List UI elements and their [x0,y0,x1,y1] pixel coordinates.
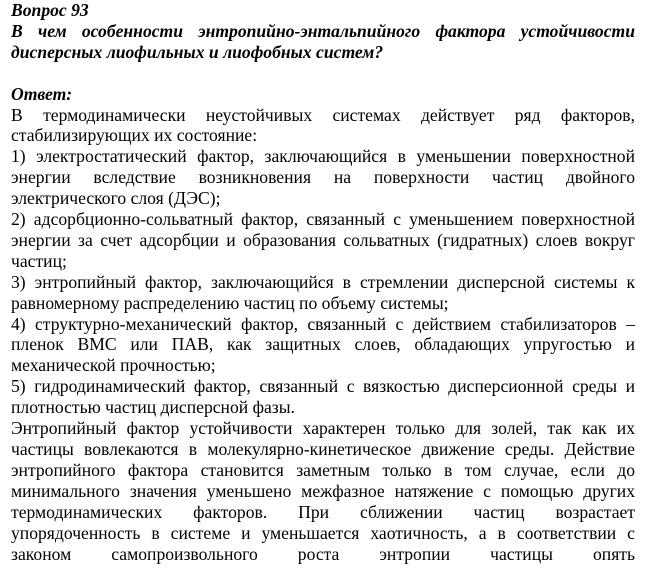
factor-item-5: 5) гидродинамический фактор, связанный с вязкостью дисперсионной среды и плотностью частиц дисперсной фазы. [11,376,635,418]
factor-item-2: 2) адсорбционно-сольватный фактор, связанный с уменьшением поверхностной энергии за счет адсорбции и образования сольватных (гидратных) слоев вокруг частиц; [11,209,635,271]
question-number: Вопрос 93 [11,0,89,20]
answer-intro: В термодинамически неустойчивых системах действует ряд факторов, стабилизирующих их состояние: [11,104,635,146]
answer-label: Ответ: [11,83,73,104]
answer-conclusion: Энтропийный фактор устойчивости характерен только для золей, так как их частицы вовлекаются в молекулярно-кинетическое движение среды. Действие энтропийного фактора становится заметным только в том случае, если до минимального значения уменьшено межфазное натяжение с помощью других термодинамических факторов. При сближении частиц возрастает упорядоченность в системе и уменьшается хаотичность, а в соответствии с законом самопроизвольного роста энтропии частицы опять [11,418,635,564]
factor-item-4: 4) структурно-механический фактор, связанный с действием стабилизаторов – пленок ВМС или ПАВ, как защитных слоев, обладающих упругостью и механической прочностью; [11,313,635,376]
factor-item-1: 1) электростатический фактор, заключающийся в уменьшении поверхностной энергии вследствие возникновения на поверхности частиц двойного электрического слоя (ДЭС); [11,146,635,209]
question-text: В чем особенности энтропийно-энтальпийного фактора устойчивости дисперсных лиофильных и лиофобных систем? [11,20,635,62]
blank-line [11,63,635,84]
factor-item-3: 3) энтропийный фактор, заключающийся в стремлении дисперсной системы к равномерному распределению частиц по объему системы; [11,271,635,313]
document-page [11,0,635,564]
